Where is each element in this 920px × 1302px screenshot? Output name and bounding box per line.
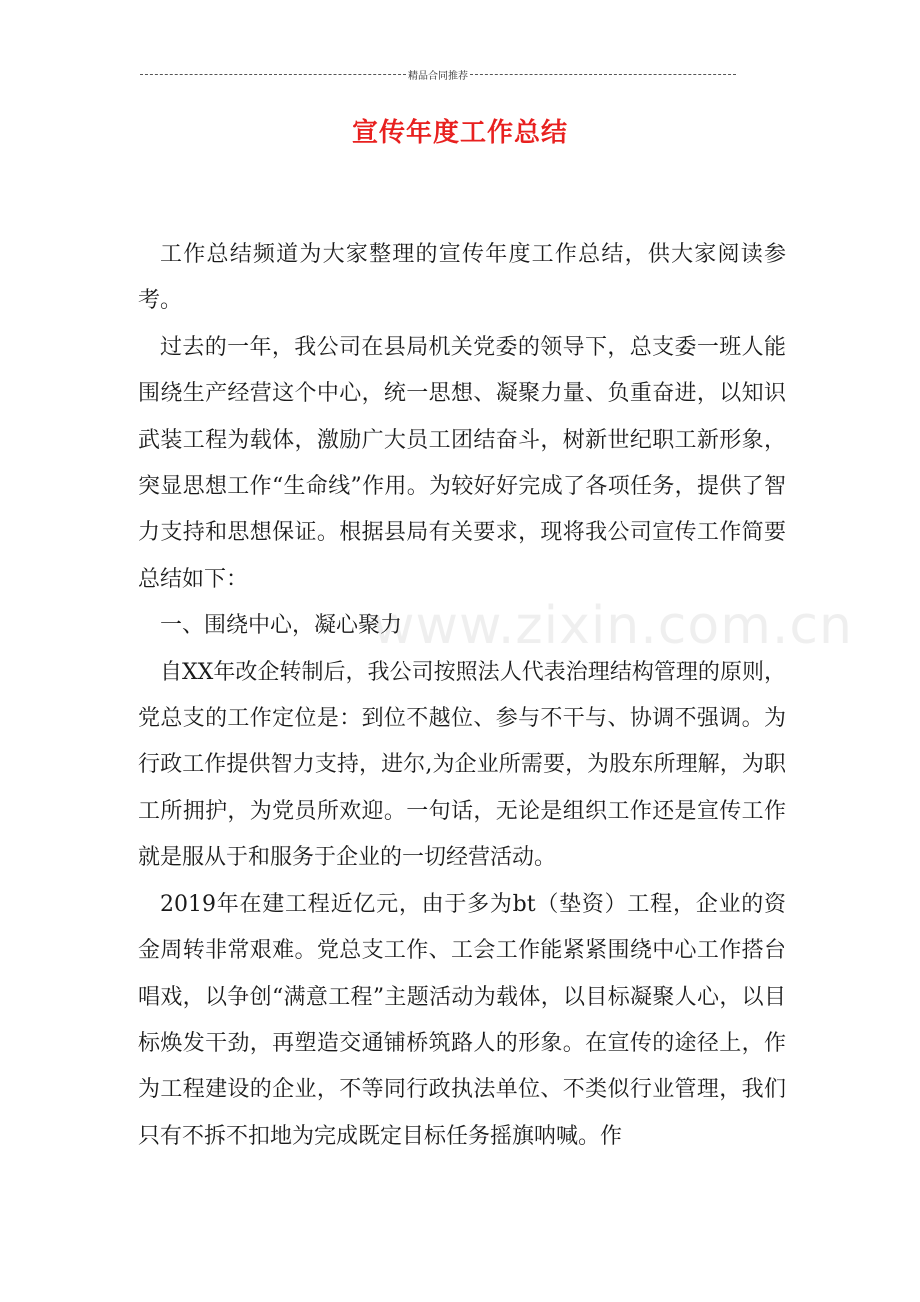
paragraph-intro: 工作总结频道为大家整理的宣传年度工作总结，供大家阅读参考。: [138, 242, 786, 314]
header-label: 精品合同推荐: [408, 70, 468, 82]
paragraph-positioning: 自XX年改企转制后，我公司按照法人代表治理结构管理的原则，党总支的工作定位是：到位不越位、参与不干与、协调不强调。为行政工作提供智力支持，进尔,为企业所需要，为股东所理解，为职工所拥护，为党员所欢迎。一句话，无论是组织工作还是宣传工作就是服从于和服务于企业的一切经营活动。: [138, 659, 786, 871]
paragraph-overview: 过去的一年，我公司在县局机关党委的领导下，总支委一班人能围绕生产经营这个中心，统一思想、凝聚力量、负重奋进，以知识武装工程为载体，激励广大员工团结奋斗，树新世纪职工新形象，突显思想工作“生命线”作用。为较好好完成了各项任务，提供了智力支持和思想保证。根据县局有关要求，现将我公司宣传工作简要总结如下：: [138, 334, 786, 592]
watermark: www.zixin.com.cn: [372, 596, 853, 656]
document-title: 宣传年度工作总结: [351, 118, 568, 148]
paragraph-projects: 2019年在建工程近亿元，由于多为bt（垫资）工程，企业的资金周转非常艰难。党总支工作、工会工作能紧紧围绕中心工作搭台唱戏，以争创“满意工程”主题活动为载体，以目标凝聚人心，以目标焕发干劲，再塑造交通铺桥筑路人的形象。在宣传的途径上，作为工程建设的企业，不等同行政执法单位、不类似行业管理，我们只有不拆不扣地为完成既定目标任务摇旗呐喊。作: [138, 891, 786, 1149]
page-header: [140, 66, 736, 82]
document-body: [138, 232, 786, 1160]
header-divider-right: [470, 74, 736, 75]
header-divider-left: [140, 74, 406, 75]
section-heading-1: 一、围绕中心，凝心聚力: [160, 613, 403, 639]
